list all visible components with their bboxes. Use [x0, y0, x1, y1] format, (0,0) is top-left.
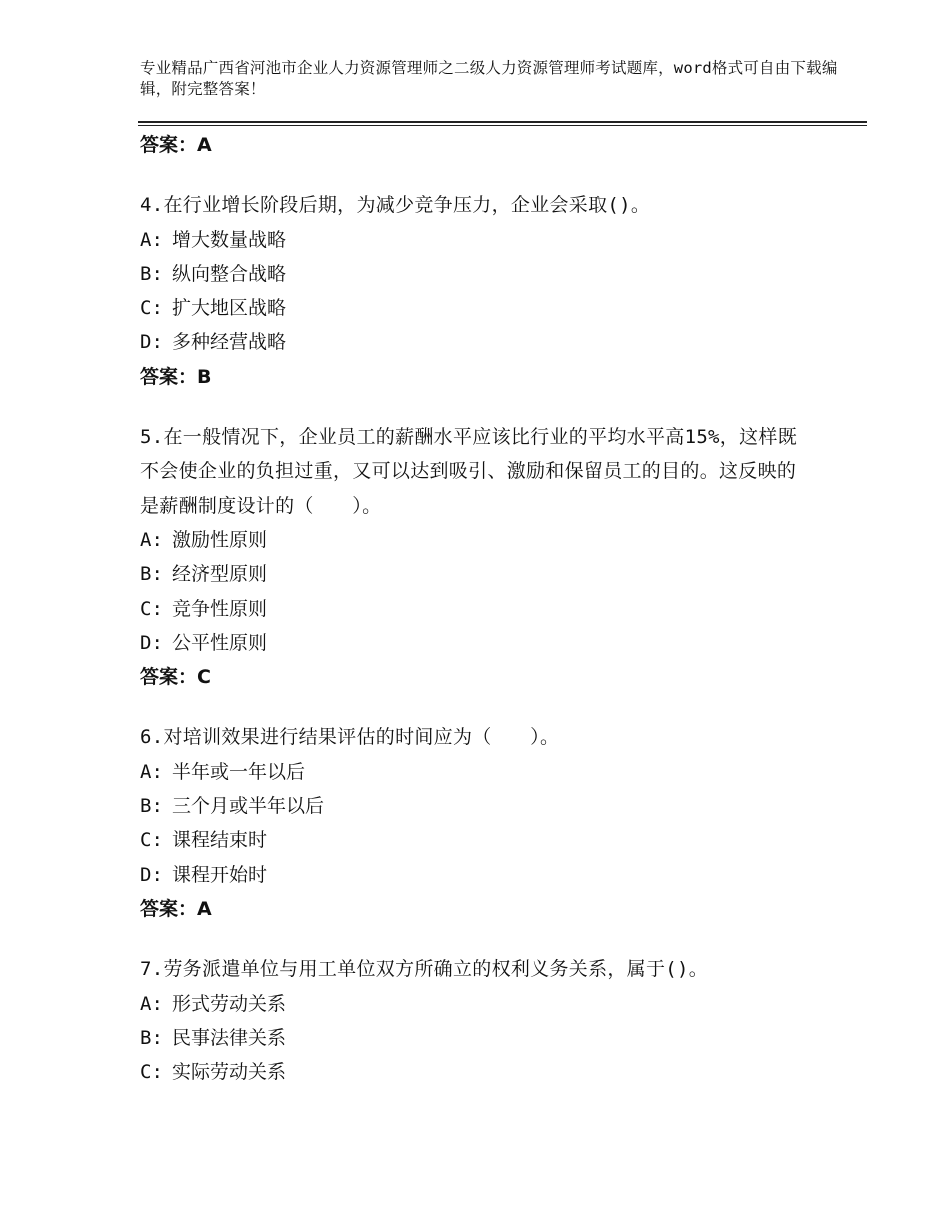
- question-text: 4.在行业增长阶段后期，为减少竞争压力，企业会采取()。: [140, 194, 651, 216]
- option-b: [140, 789, 840, 823]
- option-c: [140, 291, 840, 325]
- question-block: [140, 188, 840, 394]
- option-text: 纵向整合战略: [172, 262, 287, 285]
- option-text: 课程开始时: [172, 863, 268, 886]
- question-list: [140, 126, 840, 1089]
- option-text: 课程结束时: [172, 829, 268, 852]
- option-b: [140, 1021, 840, 1055]
- option-c: [140, 592, 840, 626]
- answer: 答案：C: [140, 666, 211, 689]
- option-key: A:: [140, 228, 163, 251]
- option-d: [140, 858, 840, 892]
- option-key: C:: [140, 829, 163, 852]
- option-key: C:: [140, 597, 163, 620]
- option-text: 公平性原则: [172, 632, 268, 655]
- option-text: 实际劳动关系: [172, 1061, 287, 1084]
- option-b: [140, 257, 840, 291]
- option-key: C:: [140, 297, 163, 320]
- page-header: 专业精品广西省河池市企业人力资源管理师之二级人力资源管理师考试题库，word格式可自由下载编辑，附完整答案！: [140, 59, 838, 98]
- previous-answer: 答案：A: [140, 134, 212, 156]
- option-key: A:: [140, 992, 163, 1015]
- question-text: 6.对培训效果进行结果评估的时间应为（ ）。: [140, 726, 560, 749]
- option-b: [140, 557, 840, 591]
- option-d: [140, 325, 840, 359]
- option-text: 多种经营战略: [172, 331, 287, 354]
- option-d: [140, 626, 840, 660]
- option-a: [140, 755, 840, 789]
- question-block: [140, 720, 840, 926]
- option-key: D:: [140, 331, 163, 354]
- option-key: B:: [140, 795, 163, 818]
- option-a: [140, 523, 840, 557]
- option-key: B:: [140, 1026, 163, 1049]
- option-c: [140, 823, 840, 857]
- option-key: A:: [140, 760, 163, 783]
- option-text: 增大数量战略: [172, 228, 287, 251]
- option-text: 半年或一年以后: [172, 760, 306, 783]
- option-key: D:: [140, 632, 163, 655]
- option-a: [140, 987, 840, 1021]
- option-text: 扩大地区战略: [172, 297, 287, 320]
- option-text: 激励性原则: [172, 529, 268, 552]
- option-text: 形式劳动关系: [172, 992, 287, 1015]
- question-block: [140, 952, 840, 1089]
- question-text: 5.在一般情况下，企业员工的薪酬水平应该比行业的平均水平高15%，这样既不会使企业的负担过重，又可以达到吸引、激励和保留员工的目的。这反映的是薪酬制度设计的（ ）。: [140, 425, 797, 517]
- header-rule-thick: [138, 121, 867, 123]
- question-block: [140, 420, 840, 695]
- option-text: 竞争性原则: [172, 597, 268, 620]
- option-text: 经济型原则: [172, 563, 268, 586]
- option-text: 民事法律关系: [172, 1026, 287, 1049]
- option-key: B:: [140, 262, 163, 285]
- option-key: A:: [140, 529, 163, 552]
- question-text: 7.劳务派遣单位与用工单位双方所确立的权利义务关系，属于()。: [140, 958, 709, 981]
- option-c: [140, 1055, 840, 1089]
- answer: 答案：B: [140, 365, 212, 388]
- option-key: C:: [140, 1061, 163, 1084]
- answer: 答案：A: [140, 898, 212, 921]
- option-key: D:: [140, 863, 163, 886]
- option-a: [140, 223, 840, 257]
- option-key: B:: [140, 563, 163, 586]
- option-text: 三个月或半年以后: [172, 795, 325, 818]
